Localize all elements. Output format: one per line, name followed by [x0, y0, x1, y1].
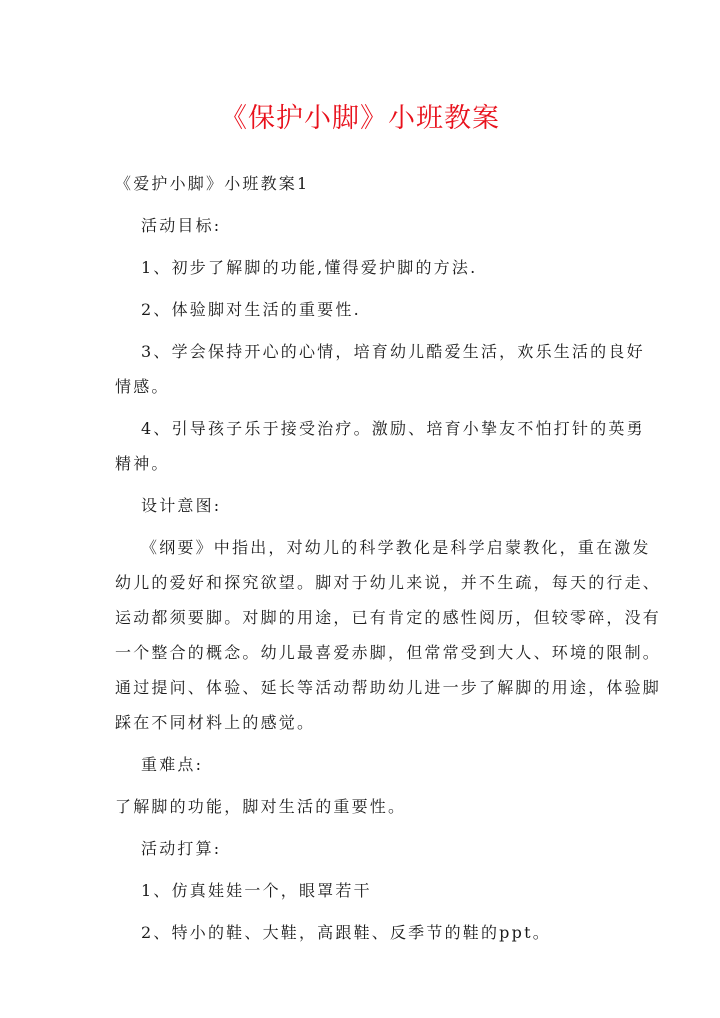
- prep-item-2: 2、特小的鞋、大鞋，高跟鞋、反季节的鞋的ppt。: [141, 923, 551, 942]
- paragraph-line: 幼儿的爱好和探究欲望。脚对于幼儿来说，并不生疏，每天的行走、: [115, 573, 662, 592]
- paragraph-line: 《纲要》中指出，对幼儿的科学教化是科学启蒙教化，重在激发: [141, 538, 651, 557]
- goal-item-4: 4、引导孩子乐于接受治疗。激励、培育小挚友不怕打针的英勇: [141, 419, 645, 438]
- goal-item-2: 2、体验脚对生活的重要性.: [141, 300, 361, 319]
- document-title: 《保护小脚》小班教案: [220, 103, 500, 134]
- goal-item-3-cont: 情感。: [115, 377, 170, 396]
- goal-item-3: 3、学会保持开心的心情，培育幼儿酷爱生活，欢乐生活的良好: [141, 342, 645, 361]
- heading-activity-preparation: 活动打算:: [141, 839, 222, 858]
- paragraph-line: 一个整合的概念。幼儿最喜爱赤脚，但常常受到大人、环境的限制。: [115, 643, 662, 662]
- heading-design-intent: 设计意图:: [141, 496, 222, 515]
- section-subtitle: 《爱护小脚》小班教案1: [115, 174, 310, 193]
- document-body: [115, 166, 662, 950]
- goal-item-1: 1、初步了解脚的功能,懂得爱护脚的方法.: [141, 258, 478, 277]
- prep-item-1: 1、仿真娃娃一个，眼罩若干: [141, 881, 372, 900]
- paragraph-line: 踩在不同材料上的感觉。: [115, 713, 316, 732]
- goal-item-4-cont: 精神。: [115, 454, 170, 473]
- paragraph-line: 运动都须要脚。对脚的用途，已有肯定的感性阅历，但较零碎，没有: [115, 608, 662, 627]
- paragraph-line: 通过提问、体验、延长等活动帮助幼儿进一步了解脚的用途，体验脚: [115, 678, 662, 697]
- heading-key-points: 重难点:: [141, 755, 204, 774]
- key-points-text: 了解脚的功能，脚对生活的重要性。: [115, 797, 407, 816]
- heading-activity-goals: 活动目标:: [141, 216, 222, 235]
